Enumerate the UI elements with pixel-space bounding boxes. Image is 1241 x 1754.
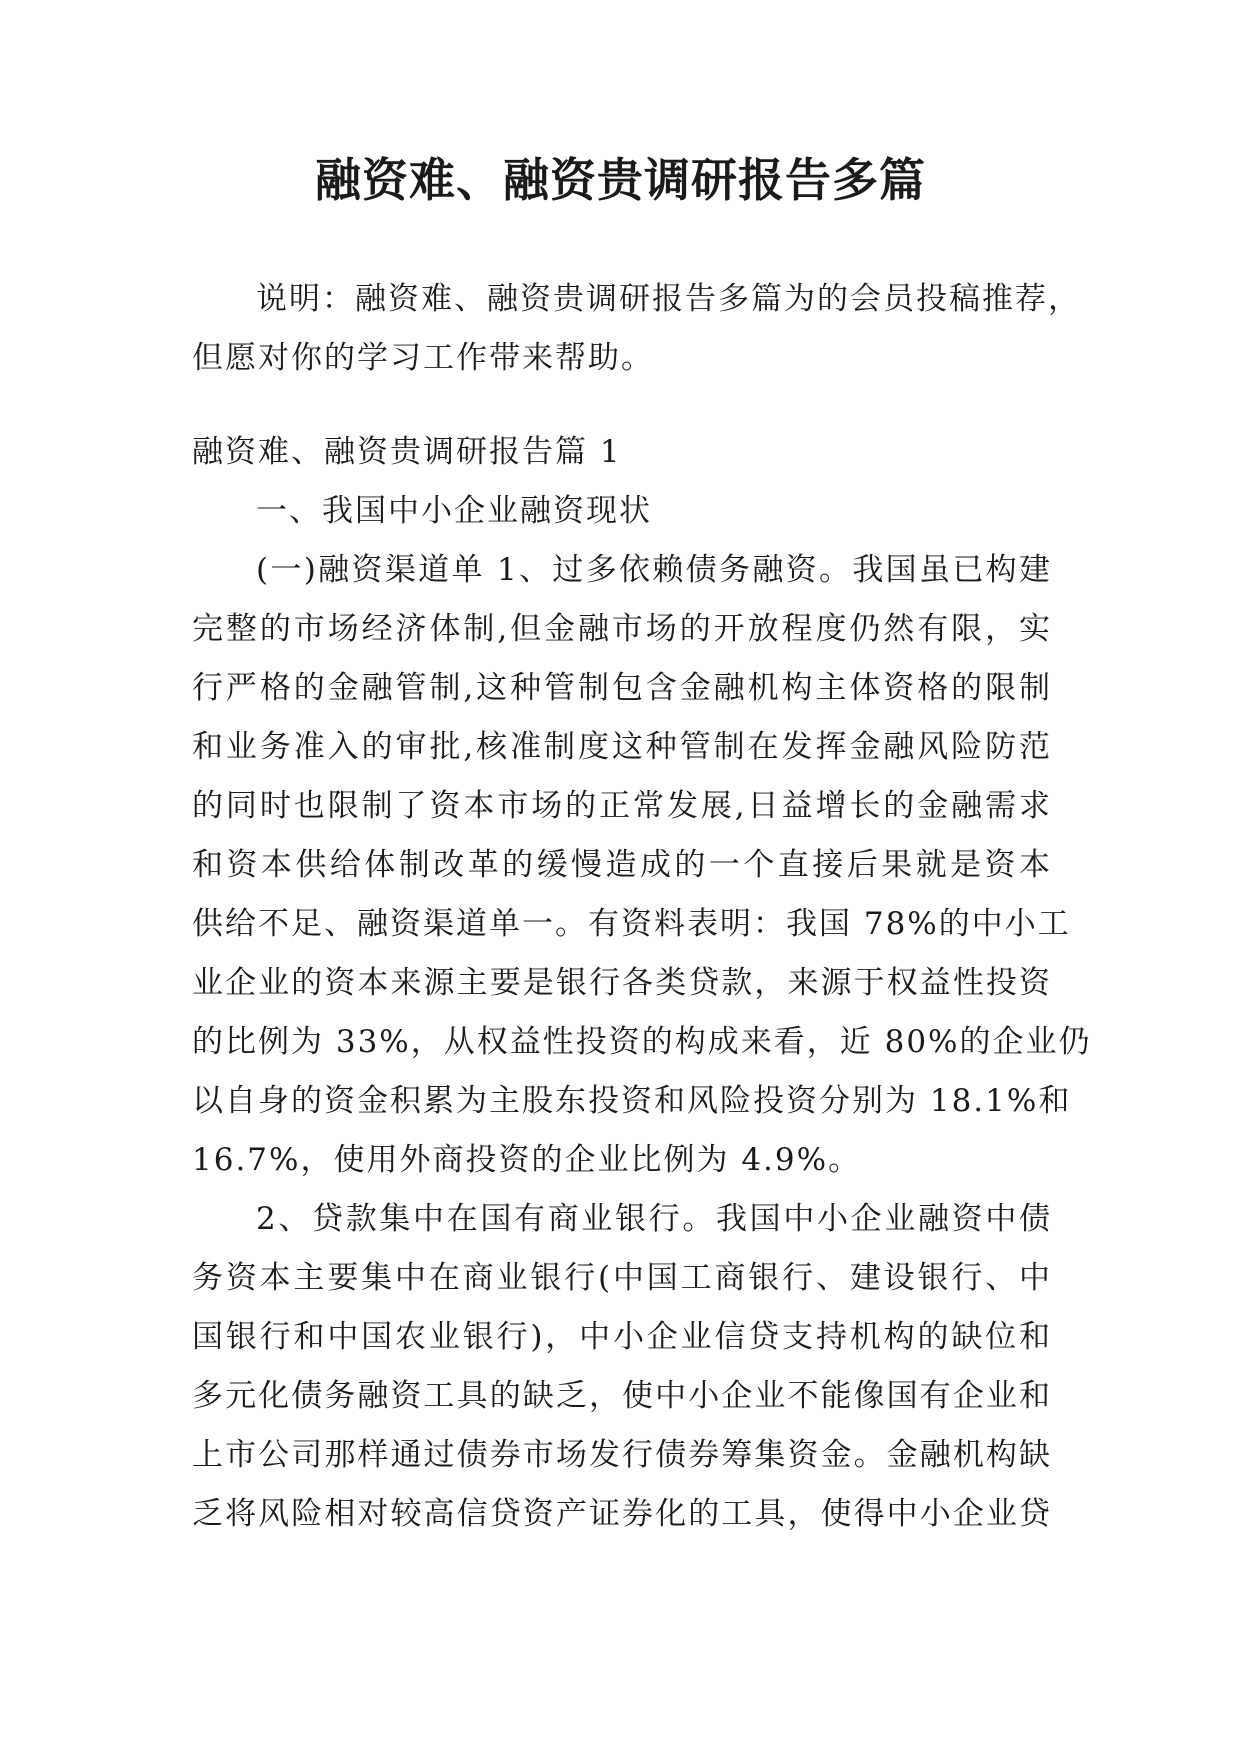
document-title: 融资难、融资贵调研报告多篇 [315, 153, 926, 207]
paragraph-line: (一)融资渠道单 1、过多依赖债务融资。我国虽已构建 [256, 552, 1052, 588]
section-heading-text: 融资难、融资贵调研报告篇 1 [192, 434, 622, 470]
paragraph-line: 2、贷款集中在国有商业银行。我国中小企业融资中债 [256, 1201, 1052, 1237]
intro-line: 但愿对你的学习工作带来帮助。 [192, 340, 654, 376]
paragraph-line: 和业务准入的审批,核准制度这种管制在发挥金融风险防范 [192, 729, 1052, 765]
section-heading [192, 423, 1052, 482]
paragraph-line: 务资本主要集中在商业银行(中国工商银行、建设银行、中 [192, 1260, 1052, 1296]
paragraph-1 [192, 541, 1092, 1190]
intro-line: 说明：融资难、融资贵调研报告多篇为的会员投稿推荐， [256, 281, 1081, 317]
intro-paragraph [192, 270, 1081, 388]
paragraph-line: 乏将风险相对较高信贷资产证券化的工具，使得中小企业贷 [192, 1496, 1052, 1532]
paragraph-line: 16.7%，使用外商投资的企业比例为 4.9%。 [192, 1142, 862, 1178]
subheading-text: 一、我国中小企业融资现状 [256, 493, 652, 529]
paragraph-2 [192, 1190, 1052, 1544]
paragraph-line: 行严格的金融管制,这种管制包含金融机构主体资格的限制 [192, 670, 1052, 706]
paragraph-line: 完整的市场经济体制,但金融市场的开放程度仍然有限，实 [192, 611, 1052, 647]
paragraph-line: 供给不足、融资渠道单一。有资料表明：我国 78%的中小工 [192, 906, 1071, 942]
paragraph-line: 的同时也限制了资本市场的正常发展,日益增长的金融需求 [192, 788, 1052, 824]
paragraph-line: 的比例为 33%，从权益性投资的构成来看，近 80%的企业仍 [192, 1024, 1092, 1060]
paragraph-line: 上市公司那样通过债券市场发行债券筹集资金。金融机构缺 [192, 1437, 1052, 1473]
paragraph-line: 以自身的资金积累为主股东投资和风险投资分别为 18.1%和 [192, 1083, 1072, 1119]
subheading [192, 482, 1052, 541]
paragraph-line: 多元化债务融资工具的缺乏，使中小企业不能像国有企业和 [192, 1378, 1052, 1414]
paragraph-line: 业企业的资本来源主要是银行各类贷款，来源于权益性投资 [192, 965, 1052, 1001]
paragraph-line: 国银行和中国农业银行)，中小企业信贷支持机构的缺位和 [192, 1319, 1052, 1355]
paragraph-line: 和资本供给体制改革的缓慢造成的一个直接后果就是资本 [192, 847, 1052, 883]
